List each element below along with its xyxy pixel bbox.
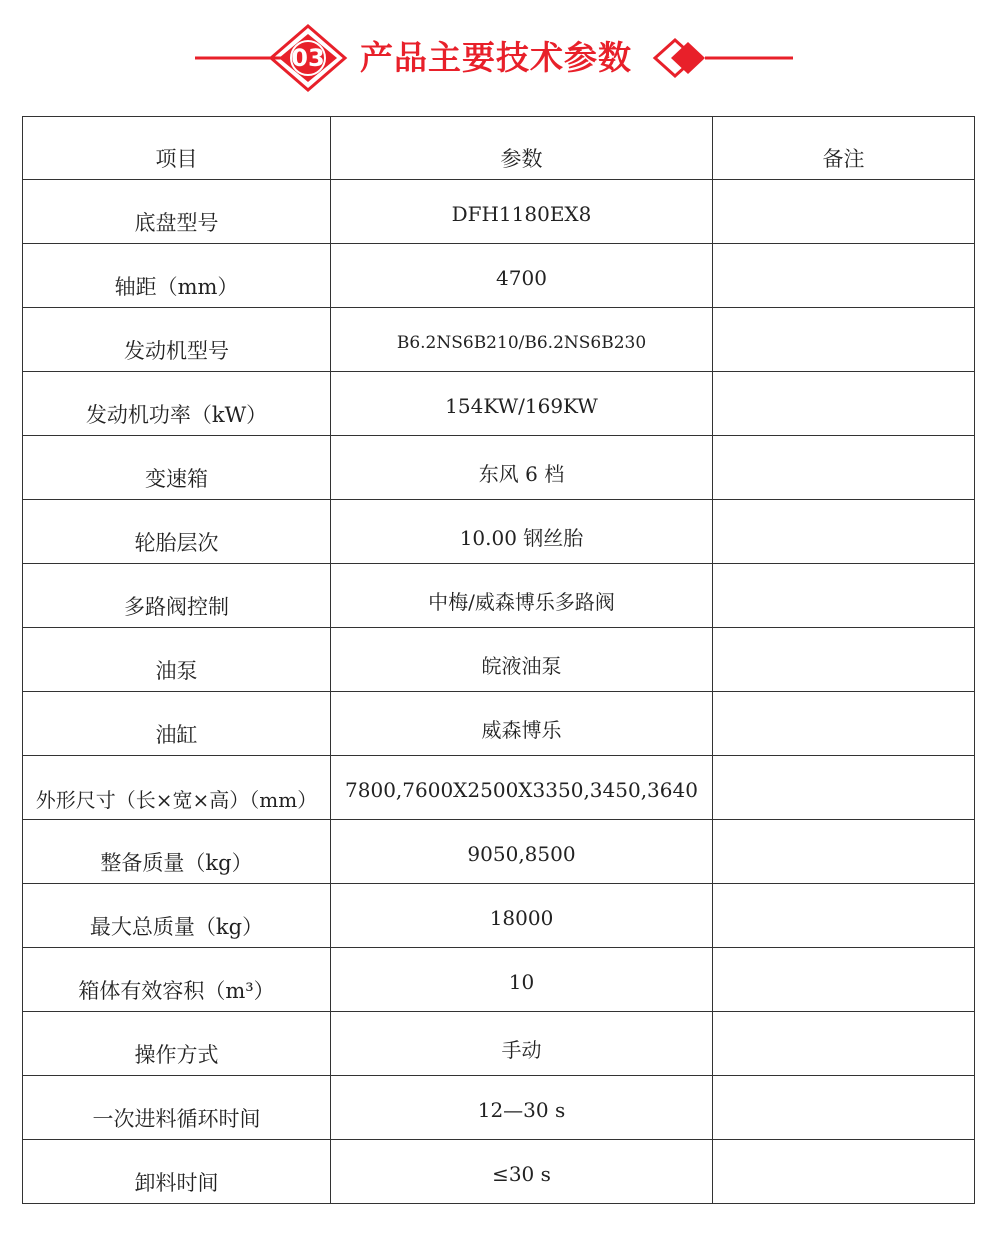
- row-note: [713, 820, 975, 884]
- row-label: 多路阀控制: [23, 564, 331, 628]
- right-diamond-fill: [671, 42, 705, 74]
- table-row: [23, 1012, 975, 1076]
- section-number: 03: [291, 44, 325, 72]
- row-note: [713, 244, 975, 308]
- row-label: 轮胎层次: [23, 500, 331, 564]
- row-label: 卸料时间: [23, 1140, 331, 1204]
- row-label: 发动机功率（kW）: [23, 372, 331, 436]
- row-value: 威森博乐: [331, 692, 713, 756]
- column-header-remark: 备注: [713, 117, 975, 180]
- table-row: [23, 500, 975, 564]
- table-row: [23, 884, 975, 948]
- table-row: [23, 564, 975, 628]
- row-note: [713, 1140, 975, 1204]
- table-row: [23, 820, 975, 884]
- row-value: 7800,7600X2500X3350,3450,3640: [331, 756, 713, 820]
- row-note: [713, 692, 975, 756]
- row-label: 轴距（mm）: [23, 244, 331, 308]
- row-note: [713, 1012, 975, 1076]
- row-value: DFH1180EX8: [331, 180, 713, 244]
- table-row: [23, 372, 975, 436]
- row-label: 操作方式: [23, 1012, 331, 1076]
- table-row: [23, 1140, 975, 1204]
- table-row: [23, 692, 975, 756]
- row-note: [713, 436, 975, 500]
- row-note: [713, 884, 975, 948]
- spec-table: [22, 116, 975, 1204]
- table-row: [23, 244, 975, 308]
- row-label: 发动机型号: [23, 308, 331, 372]
- row-value: 中梅/威森博乐多路阀: [331, 564, 713, 628]
- row-value: 12—30 s: [331, 1076, 713, 1140]
- table-row: [23, 628, 975, 692]
- row-note: [713, 308, 975, 372]
- table-row: [23, 948, 975, 1012]
- row-note: [713, 372, 975, 436]
- row-note: [713, 756, 975, 820]
- row-value: 东风 6 档: [331, 436, 713, 500]
- row-value: 18000: [331, 884, 713, 948]
- row-note: [713, 948, 975, 1012]
- row-note: [713, 564, 975, 628]
- row-label: 整备质量（kg）: [23, 820, 331, 884]
- row-value: 10.00 钢丝胎: [331, 500, 713, 564]
- table-header-row: [23, 117, 975, 180]
- section-header: [0, 0, 1000, 110]
- row-label: 箱体有效容积（m³）: [23, 948, 331, 1012]
- table-row: [23, 1076, 975, 1140]
- row-note: [713, 628, 975, 692]
- row-label: 一次进料循环时间: [23, 1076, 331, 1140]
- row-value: B6.2NS6B210/B6.2NS6B230: [331, 308, 713, 372]
- row-value: 154KW/169KW: [331, 372, 713, 436]
- table-row: [23, 436, 975, 500]
- row-note: [713, 1076, 975, 1140]
- row-label: 最大总质量（kg）: [23, 884, 331, 948]
- row-note: [713, 180, 975, 244]
- column-header-parameter: 参数: [331, 117, 713, 180]
- row-value: 手动: [331, 1012, 713, 1076]
- column-header-item: 项目: [23, 117, 331, 180]
- row-value: 皖液油泵: [331, 628, 713, 692]
- table-row: [23, 308, 975, 372]
- row-note: [713, 500, 975, 564]
- row-value: 9050,8500: [331, 820, 713, 884]
- row-value: ≤30 s: [331, 1140, 713, 1204]
- row-label: 外形尺寸（长×宽×高）（mm）: [23, 756, 331, 820]
- row-value: 4700: [331, 244, 713, 308]
- row-label: 油缸: [23, 692, 331, 756]
- row-label: 变速箱: [23, 436, 331, 500]
- table-row: [23, 180, 975, 244]
- row-value: 10: [331, 948, 713, 1012]
- section-title: 产品主要技术参数: [360, 38, 632, 77]
- row-label: 底盘型号: [23, 180, 331, 244]
- row-label: 油泵: [23, 628, 331, 692]
- table-row: [23, 756, 975, 820]
